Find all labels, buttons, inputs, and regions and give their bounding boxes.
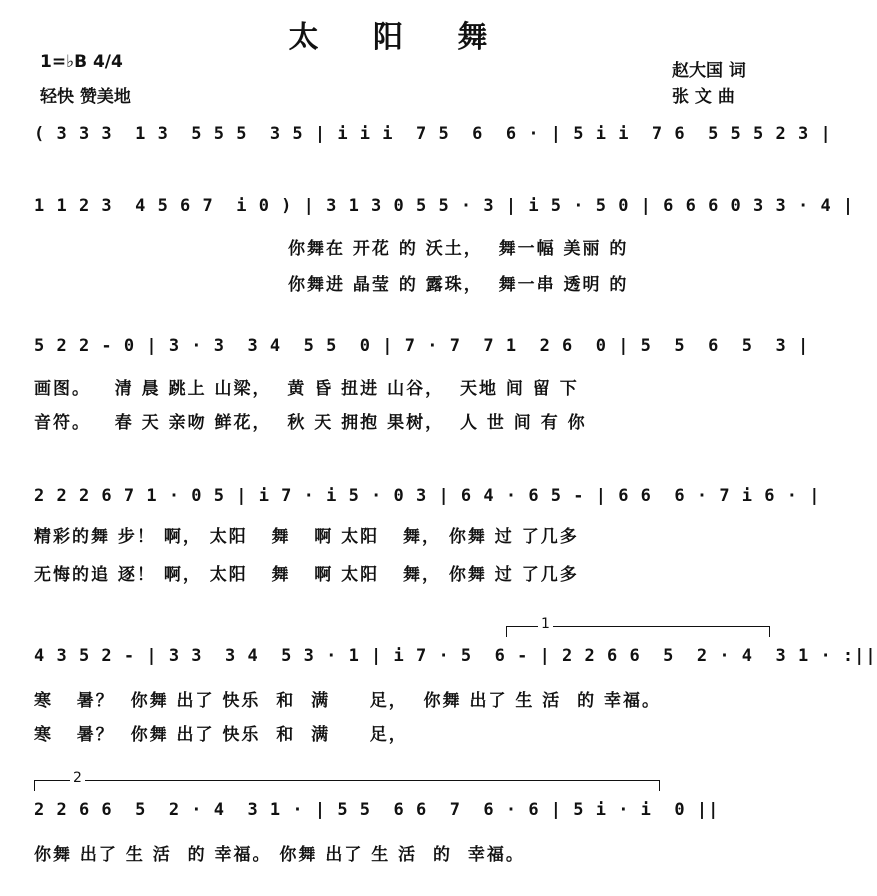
notation-line-6: 2 2 6 6 5 2 · 4 3 1 · | 5 5 6 6 7 6 · 6 | 5 i · i 0 || <box>34 800 720 820</box>
lyric-line-7: 寒 暑？ 你舞 出了 快乐 和 满 足， 你舞 出了 生 活 的 幸福。 <box>34 691 662 711</box>
first-ending-number: 1 <box>538 616 553 632</box>
lyricist-credit: 赵大国 词 <box>672 61 746 81</box>
lyric-line-2: 你舞进 晶莹 的 露珠， 舞一串 透明 的 <box>288 275 629 295</box>
lyric-line-1: 你舞在 开花 的 沃土， 舞一幅 美丽 的 <box>288 239 629 259</box>
notation-line-3: 5 2 2 - 0 | 3 · 3 3 4 5 5 0 | 7 · 7 7 1 2 6 0 | 5 5 6 5 3 | <box>34 336 810 356</box>
notation-line-4: 2 2 2 6 7 1 · 0 5 | i 7 · i 5 · 0 3 | 6 4 · 6 5 - | 6 6 6 · 7 i 6 · | <box>34 486 821 506</box>
key-signature: 1=♭B 4/4 <box>40 52 123 72</box>
lyric-line-4: 音符。 春 天 亲吻 鲜花， 秋 天 拥抱 果树， 人 世 间 有 你 <box>34 413 587 433</box>
lyric-line-8: 寒 暑？ 你舞 出了 快乐 和 满 足， <box>34 725 408 745</box>
song-title: 太 阳 舞 <box>288 20 510 55</box>
notation-line-1: ( 3 3 3 1 3 5 5 5 3 5 | i i i 7 5 6 6 · | 5 i i 7 6 5 5 5 2 3 | <box>34 124 832 144</box>
second-ending-number: 2 <box>70 770 85 786</box>
lyric-line-9: 你舞 出了 生 活 的 幸福。 你舞 出了 生 活 的 幸福。 <box>34 845 525 865</box>
tempo-marking: 轻快 赞美地 <box>40 87 131 107</box>
notation-line-5: 4 3 5 2 - | 3 3 3 4 5 3 · 1 | i 7 · 5 6 - | 2 2 6 6 5 2 · 4 3 1 · :|| <box>34 646 877 666</box>
lyric-line-5: 精彩的舞 步！ 啊， 太阳 舞 啊 太阳 舞， 你舞 过 了几多 <box>34 527 579 547</box>
second-ending-bracket <box>34 780 660 791</box>
notation-line-2: 1 1 2 3 4 5 6 7 i 0 ) | 3 1 3 0 5 5 · 3 | i 5 · 5 0 | 6 6 6 0 3 3 · 4 | <box>34 196 855 216</box>
lyric-line-6: 无悔的追 逐！ 啊， 太阳 舞 啊 太阳 舞， 你舞 过 了几多 <box>34 565 579 585</box>
composer-credit: 张 文 曲 <box>672 87 735 107</box>
lyric-line-3: 画图。 清 晨 跳上 山梁， 黄 昏 扭进 山谷， 天地 间 留 下 <box>34 379 579 399</box>
